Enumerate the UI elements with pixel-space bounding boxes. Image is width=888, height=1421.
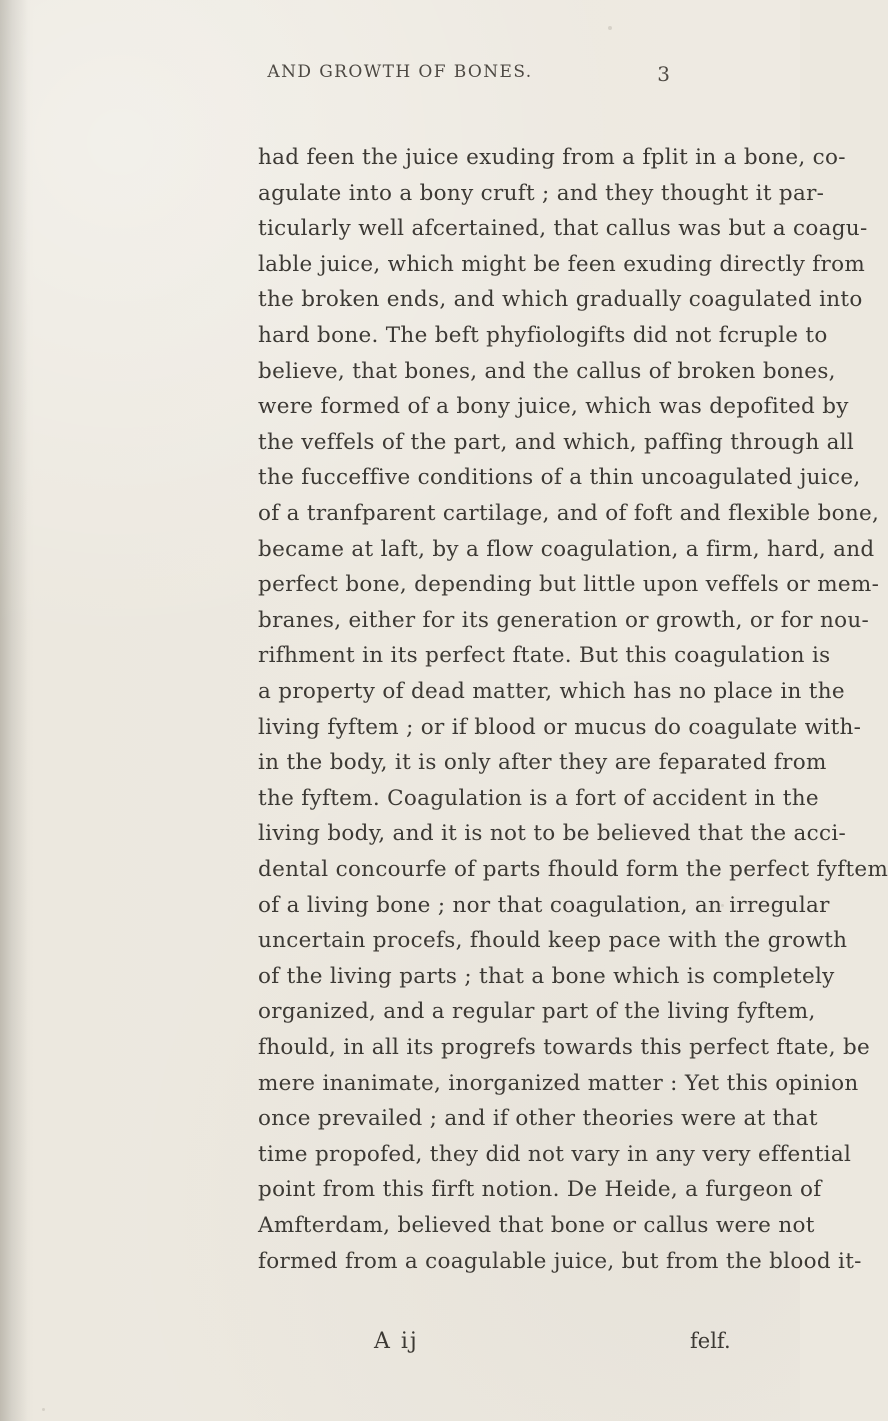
text-line: uncertain procefs, fhould keep pace with the growth bbox=[258, 928, 848, 954]
text-line: believe, that bones, and the callus of broken bones, bbox=[258, 358, 836, 384]
text-line: organized, and a regular part of the living fyftem, bbox=[258, 999, 816, 1025]
text-line: the veffels of the part, and which, paffing through all bbox=[258, 429, 855, 455]
text-line: hard bone. The beft phyfiologifts did not fcruple to bbox=[258, 323, 828, 348]
text-line: agulate into a bony cruft ; and they thought it par- bbox=[258, 180, 825, 206]
text-line: the fucceffive conditions of a thin uncoagulated juice, bbox=[258, 465, 861, 491]
running-head bbox=[0, 62, 800, 92]
paper-speck bbox=[608, 26, 612, 30]
text-line: perfect bone, depending but little upon veffels or mem- bbox=[258, 572, 880, 598]
catchword: felf. bbox=[690, 1329, 731, 1353]
page-header-title: AND GROWTH OF BONES. bbox=[267, 62, 533, 82]
text-line: were formed of a bony juice, which was depofited by bbox=[258, 394, 849, 420]
text-line: living body, and it is not to be believed that the acci- bbox=[258, 821, 847, 847]
text-line: time propofed, they did not vary in any very effential bbox=[258, 1141, 852, 1167]
text-line: formed from a coagulable juice, but from the blood it- bbox=[258, 1248, 862, 1274]
text-line: became at laft, by a flow coagulation, a firm, hard, and bbox=[258, 536, 875, 562]
text-line: of the living parts ; that a bone which is completely bbox=[258, 963, 835, 989]
paper-speck bbox=[42, 1408, 45, 1411]
text-line: the broken ends, and which gradually coagulated into bbox=[258, 287, 863, 313]
text-line: dental concourfe of parts fhould form the perfect fyftem bbox=[258, 857, 888, 882]
text-line: the fyftem. Coagulation is a fort of accident in the bbox=[258, 785, 819, 811]
text-line: living fyftem ; or if blood or mucus do coagulate with- bbox=[258, 714, 862, 740]
signature-mark: A ij bbox=[374, 1329, 419, 1354]
text-line: had feen the juice exuding from a fplit in a bone, co- bbox=[258, 145, 846, 170]
page-edge-shadow bbox=[0, 0, 28, 1421]
page-footer bbox=[0, 1329, 800, 1363]
text-line: in the body, it is only after they are feparated from bbox=[258, 750, 827, 776]
text-line: point from this firft notion. De Heide, a furgeon of bbox=[258, 1177, 822, 1203]
text-line: branes, either for its generation or growth, or for nou- bbox=[258, 607, 870, 633]
text-line: of a living bone ; nor that coagulation, an irregular bbox=[258, 892, 830, 918]
text-line: fhould, in all its progrefs towards this perfect ftate, be bbox=[258, 1035, 871, 1060]
text-line: a property of dead matter, which has no place in the bbox=[258, 679, 845, 704]
text-line: of a tranfparent cartilage, and of foft and flexible bone, bbox=[258, 501, 880, 526]
page-number: 3 bbox=[657, 62, 670, 86]
text-line: lable juice, which might be feen exuding directly from bbox=[258, 251, 866, 277]
text-line: once prevailed ; and if other theories were at that bbox=[258, 1106, 818, 1132]
text-line: rifhment in its perfect ftate. But this coagulation is bbox=[258, 643, 831, 669]
text-line: ticularly well afcertained, that callus was but a coagu- bbox=[258, 216, 868, 242]
text-line: Amfterdam, believed that bone or callus were not bbox=[258, 1213, 815, 1238]
text-line: mere inanimate, inorganized matter : Yet this opinion bbox=[258, 1070, 859, 1096]
